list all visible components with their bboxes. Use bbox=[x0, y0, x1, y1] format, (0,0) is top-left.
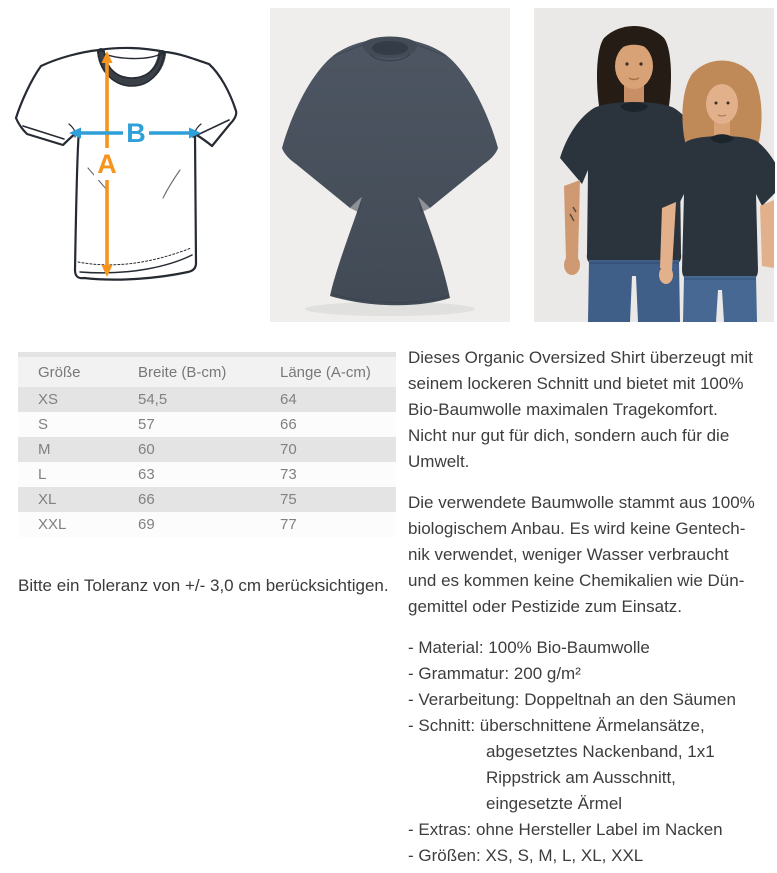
length-cell: 66 bbox=[280, 416, 297, 433]
column-header-groesse: Größe bbox=[38, 363, 81, 381]
column-header-breite: Breite (B-cm) bbox=[138, 363, 227, 381]
size-chart-table bbox=[18, 352, 396, 537]
table-header-row bbox=[18, 357, 396, 387]
table-row-m bbox=[18, 437, 396, 462]
description-line: Umwelt. bbox=[408, 452, 470, 471]
detail-line: abgesetztes Nackenband, 1x1 bbox=[486, 742, 715, 761]
length-cell: 77 bbox=[280, 516, 297, 533]
table-row-xs bbox=[18, 387, 396, 412]
width-cell: 54,5 bbox=[138, 391, 168, 408]
width-cell: 69 bbox=[138, 516, 155, 533]
detail-line: - Größen: XS, S, M, L, XL, XXL bbox=[408, 846, 644, 865]
label-a: A bbox=[97, 149, 117, 179]
detail-line: - Grammatur: 200 g/m² bbox=[408, 664, 581, 683]
description-line: Dieses Organic Oversized Shirt überzeugt mit bbox=[408, 348, 753, 367]
description-line: nik verwendet, weniger Wasser verbraucht bbox=[408, 545, 729, 564]
description-paragraph-1 bbox=[408, 345, 777, 475]
description-line: und es kommen keine Chemikalien wie Dün- bbox=[408, 571, 745, 590]
width-cell: 63 bbox=[138, 466, 155, 483]
width-cell: 57 bbox=[138, 416, 155, 433]
detail-line: - Material: 100% Bio-Baumwolle bbox=[408, 638, 650, 657]
detail-line: - Extras: ohne Hersteller Label im Nacken bbox=[408, 820, 723, 839]
size-cell: S bbox=[38, 416, 49, 433]
size-diagram-image bbox=[10, 20, 240, 310]
description-line: Die verwendete Baumwolle stammt aus 100% bbox=[408, 493, 755, 512]
width-cell: 60 bbox=[138, 441, 155, 458]
flat-shirt-image bbox=[270, 8, 510, 322]
models-image bbox=[533, 8, 775, 322]
table-row-l bbox=[18, 462, 396, 487]
description-line: Bio-Baumwolle maximalen Tragekomfort. bbox=[408, 400, 718, 419]
description-paragraph-2 bbox=[408, 490, 777, 620]
product-description-text bbox=[408, 345, 777, 873]
length-cell: 64 bbox=[280, 391, 297, 408]
length-cell: 75 bbox=[280, 491, 297, 508]
size-cell: XL bbox=[38, 491, 57, 508]
product-photo-flat bbox=[270, 8, 510, 322]
column-header-laenge: Länge (A-cm) bbox=[280, 363, 371, 381]
detail-line: - Schnitt: überschnittene Ärmelansätze, bbox=[408, 716, 705, 735]
size-cell: M bbox=[38, 441, 51, 458]
length-cell: 73 bbox=[280, 466, 297, 483]
product-details-list bbox=[408, 635, 777, 869]
description-line: gemittel oder Pestizide zum Einsatz. bbox=[408, 597, 683, 616]
description-line: biologischem Anbau. Es wird keine Gentech- bbox=[408, 519, 746, 538]
detail-line: Rippstrick am Ausschnitt, bbox=[486, 768, 676, 787]
label-b: B bbox=[126, 118, 146, 148]
tshirt-outline bbox=[16, 48, 236, 280]
table-row-s bbox=[18, 412, 396, 437]
product-photo-models bbox=[533, 8, 775, 322]
description-line: seinem lockeren Schnitt und bietet mit 100% bbox=[408, 374, 744, 393]
tolerance-note: Bitte ein Toleranz von +/- 3,0 cm berücksichtigen. bbox=[18, 576, 389, 595]
table-row-xl bbox=[18, 487, 396, 512]
length-cell: 70 bbox=[280, 441, 297, 458]
size-cell: XS bbox=[38, 391, 59, 408]
size-cell: L bbox=[38, 466, 47, 483]
width-cell: 66 bbox=[138, 491, 155, 508]
detail-line: eingesetzte Ärmel bbox=[486, 794, 623, 813]
size-cell: XXL bbox=[38, 516, 67, 533]
tshirt-measurement-diagram bbox=[10, 20, 240, 310]
detail-line: - Verarbeitung: Doppeltnah an den Säumen bbox=[408, 690, 736, 709]
description-line: Nicht nur gut für dich, sondern auch für die bbox=[408, 426, 730, 445]
table-row-xxl bbox=[18, 512, 396, 537]
